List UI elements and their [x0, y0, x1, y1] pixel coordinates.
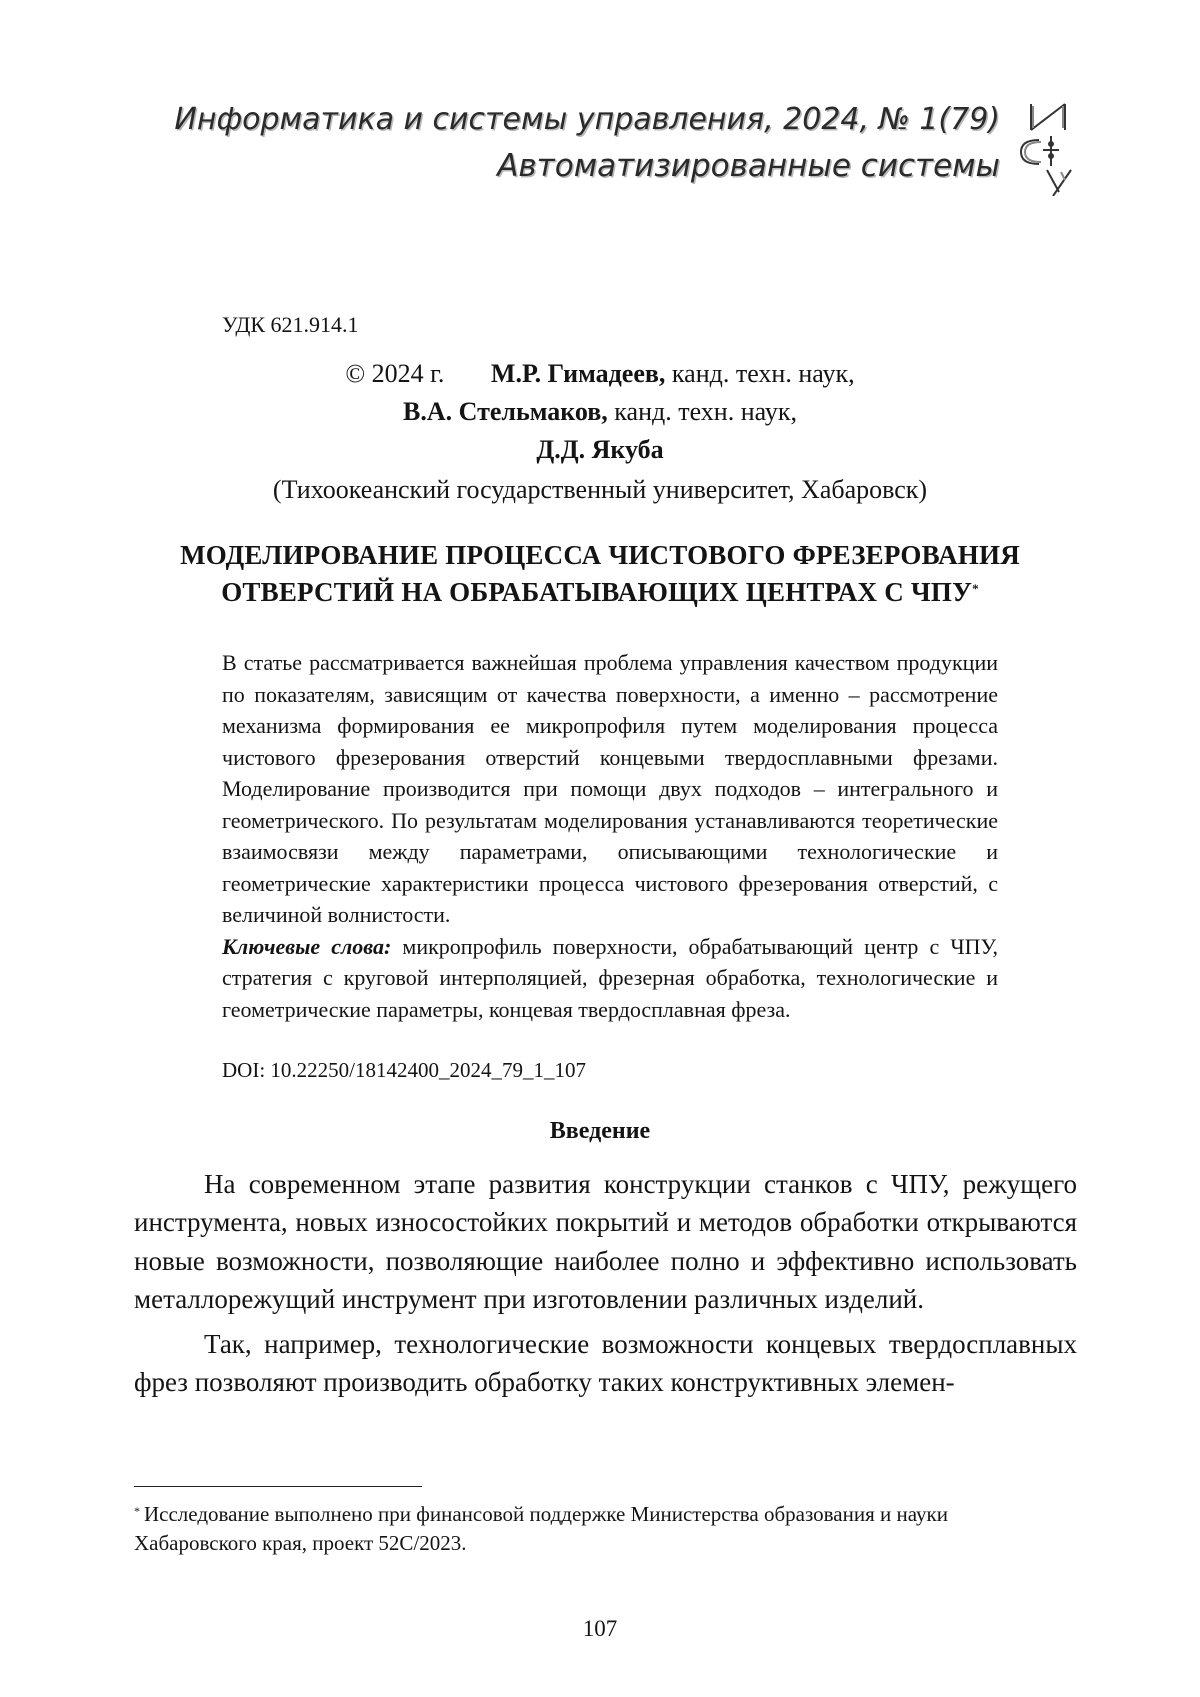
- keywords: [222, 931, 998, 1026]
- isu-logo-icon: [1017, 100, 1075, 196]
- abstract: [222, 647, 998, 1025]
- title-line-2: [120, 574, 1080, 611]
- title-line-2-text: ОТВЕРСТИЙ НА ОБРАБАТЫВАЮЩИХ ЦЕНТРАХ С ЧПУ: [221, 577, 972, 607]
- footnote: [134, 1500, 1034, 1558]
- footnote-divider: [134, 1486, 422, 1487]
- author-row-3: [0, 431, 1200, 469]
- udk-code: УДК 621.914.1: [222, 312, 359, 338]
- abstract-text: В статье рассматривается важнейшая проблема управления качеством продукции по показателям, зависящим от качества поверхности, а именно – рассмотрение механизма формирования ее микропрофиля путем моделирования процесса чистового фрезерования отверстий концевыми твердосплавными фрезами. Моделирование производится при помощи двух подходов – интегрального и геометрического. По результатам моделирования устанавливаются теоретические взаимосвязи между параметрами, описывающими технологические и геометрические характеристики процесса чистового фрезерования отверстий, с величиной волнистости.: [222, 647, 998, 931]
- author-name: Д.Д. Якуба: [536, 435, 663, 464]
- author-name: М.Р. Гимадеев,: [491, 359, 666, 388]
- paragraph: На современном этапе развития конструкции станков с ЧПУ, режущего инструмента, новых износостойких покрытий и методов обработки открываются новые возможности, позволяющие наиболее полно и эффективно использовать металлорежущий инструмент при изготовлении различных изделий.: [134, 1165, 1077, 1319]
- author-row-2: [0, 393, 1200, 431]
- article-title: [120, 537, 1080, 611]
- authors-block: [0, 355, 1200, 509]
- title-footnote-mark: *: [972, 581, 979, 596]
- paragraph: Так, например, технологические возможности концевых твердосплавных фрез позволяют производить обработку таких конструктивных элемен-: [134, 1325, 1077, 1402]
- footnote-mark: *: [134, 1504, 140, 1518]
- author-row-1: [0, 355, 1200, 393]
- journal-section: Автоматизированные системы: [174, 146, 1000, 186]
- author-degree: канд. техн. наук,: [672, 359, 855, 388]
- doi: DOI: 10.22250/18142400_2024_79_1_107: [222, 1058, 586, 1083]
- copyright-year: © 2024 г.: [345, 359, 444, 388]
- author-degree: канд. техн. наук,: [614, 397, 797, 426]
- footnote-text: Исследование выполнено при финансовой поддержке Министерства образования и науки Хабаровского края, проект 52С/2023.: [134, 1502, 948, 1555]
- keywords-text: микропрофиль поверхности, обрабатывающий центр с ЧПУ, стратегия с круговой интерполяцией, фрезерная обработка, технологические и геометрические параметры, концевая твердосплавная фреза.: [222, 934, 998, 1022]
- section-heading: Введение: [0, 1118, 1200, 1145]
- keywords-label: Ключевые слова:: [222, 934, 391, 959]
- author-name: В.А. Стельмаков,: [403, 397, 608, 426]
- affiliation: (Тихоокеанский государственный университет, Хабаровск): [0, 471, 1200, 509]
- title-line-1: МОДЕЛИРОВАНИЕ ПРОЦЕССА ЧИСТОВОГО ФРЕЗЕРОВАНИЯ: [120, 537, 1080, 574]
- journal-title: Информатика и системы управления, 2024, № 1(79): [174, 100, 1000, 140]
- page-number: 107: [0, 1616, 1200, 1642]
- body-text: [134, 1165, 1077, 1407]
- journal-header: [174, 100, 1000, 186]
- journal-logo: [1017, 100, 1075, 196]
